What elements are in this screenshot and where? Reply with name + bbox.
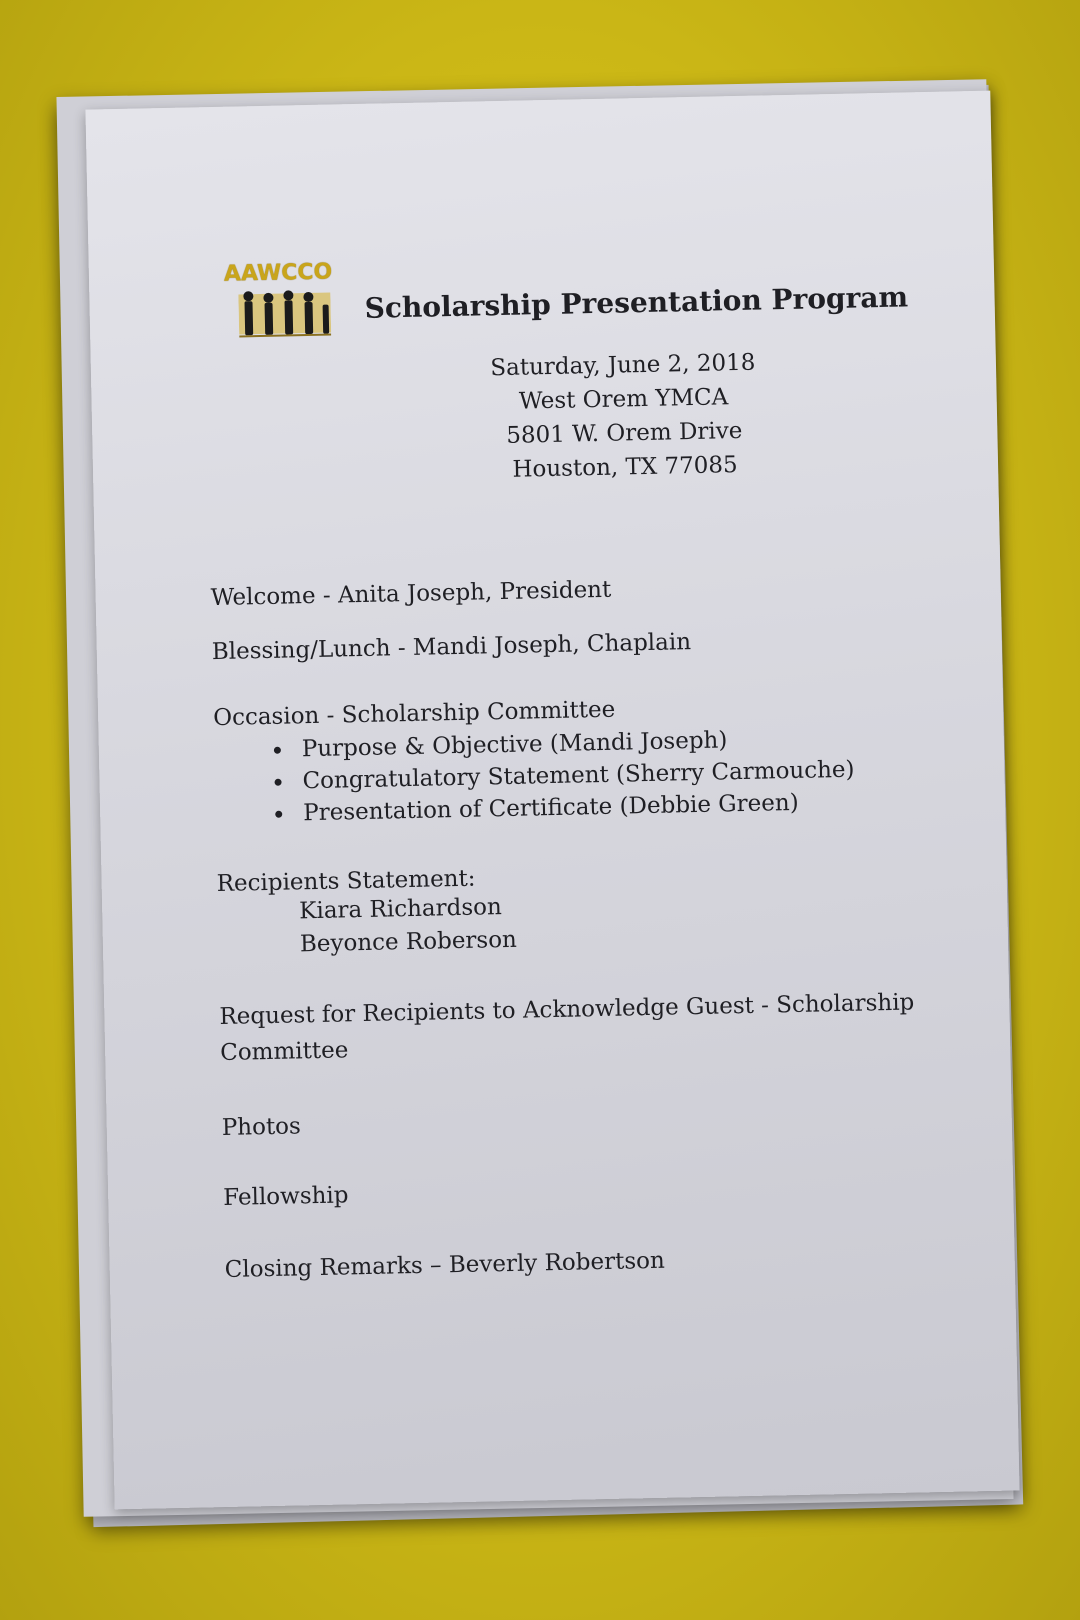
list-item: • Congratulatory Statement (Sherry Carmouche) [294, 751, 975, 797]
agenda-photos: Photos [221, 1113, 302, 1141]
event-date: Saturday, June 2, 2018 [490, 349, 756, 382]
list-item: • Purpose & Objective (Mandi Joseph) [294, 719, 975, 765]
agenda-occasion: Occasion - Scholarship Committee [212, 696, 616, 732]
recipient-name: Kiara Richardson [299, 894, 503, 925]
agenda [210, 569, 984, 1283]
program-title: Scholarship Presentation Program [364, 280, 909, 325]
recipient-name: Beyonce Roberson [299, 926, 518, 958]
agenda-welcome: Welcome - Anita Joseph, President [210, 576, 612, 612]
event-venue: West Orem YMCA [518, 384, 729, 415]
aawcco-logo [224, 259, 361, 343]
event-city: Houston, TX 77085 [512, 452, 738, 483]
recipients-heading: Recipients Statement: [216, 865, 476, 898]
occasion-list [214, 719, 976, 831]
logo-text: AAWCCO [223, 259, 333, 287]
program-page [85, 91, 1019, 1510]
agenda-closing: Closing Remarks – Beverly Robertson [224, 1247, 666, 1283]
people-figures-icon [238, 287, 331, 339]
event-details [473, 345, 776, 487]
agenda-fellowship: Fellowship [222, 1182, 349, 1211]
list-item: • Presentation of Certificate (Debbie Green) [295, 783, 976, 829]
agenda-request: Request for Recipients to Acknowledge Guest - Scholarship Committee [219, 989, 915, 1067]
event-street: 5801 W. Orem Drive [506, 417, 743, 449]
agenda-blessing: Blessing/Lunch - Mandi Joseph, Chaplain [211, 629, 692, 666]
